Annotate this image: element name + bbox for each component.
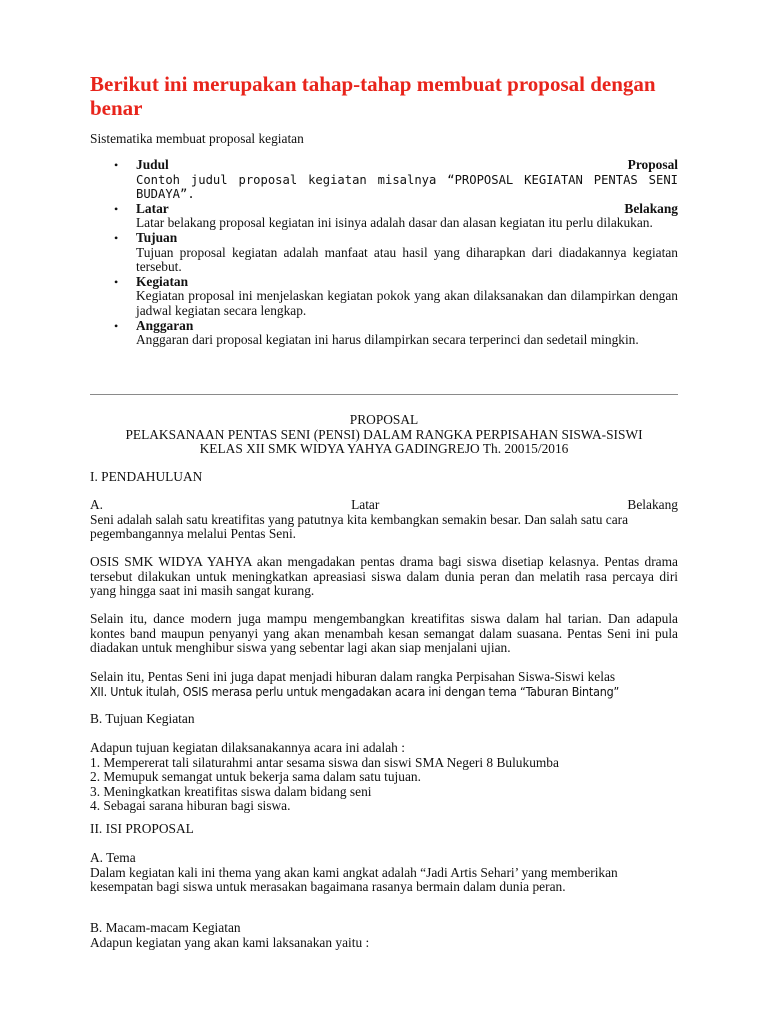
bullet-head-left: Latar — [136, 200, 169, 216]
paragraph-4-line-1: Selain itu, Pentas Seni ini juga dapat menjadi hiburan dalam rangka Perpisahan Siswa-Siswi kelas — [90, 669, 616, 684]
bullet-dot-icon: • — [114, 274, 119, 289]
subsection-latar-belakang — [90, 498, 678, 542]
goal-item: 3. Meningkatkan kreatifitas siswa dalam bidang seni — [90, 783, 372, 799]
subsection-word-1: Latar — [351, 497, 380, 512]
proposal-title-line-3: KELAS XII SMK WIDYA YAHYA GADINGREJO Th. 20015/2016 — [199, 441, 569, 457]
section-pendahuluan-heading: I. PENDAHULUAN — [90, 469, 203, 484]
bullet-dot-icon: • — [114, 158, 119, 172]
proposal-title: PROPOSAL — [349, 412, 419, 427]
bullet-head — [136, 319, 678, 334]
bullet-head-right: Proposal — [627, 157, 678, 172]
goal-item: 2. Memupuk semangat untuk bekerja sama dalam satu tujuan. — [90, 769, 421, 785]
bullet-item-judul — [90, 158, 678, 202]
bullet-body: Tujuan proposal kegiatan adalah manfaat atau hasil yang diharapkan dari diadakannya kegiatan tersebut. — [136, 244, 678, 275]
subsection-tujuan-heading: B. Tujuan Kegiatan — [90, 711, 195, 726]
subsection-macam-kegiatan — [90, 921, 678, 950]
proposal-title-block — [90, 413, 678, 457]
proposal-title-line-2: PELAKSANAAN PENTAS SENI (PENSI) DALAM RANGKA PERPISAHAN SISWA-SISWI — [125, 426, 643, 442]
bullet-head — [136, 158, 678, 173]
bullet-dot-icon: • — [114, 201, 119, 216]
subsection-heading — [90, 498, 678, 513]
document-heading: Berikut ini merupakan tahap-tahap membuat proposal dengan benar — [90, 72, 656, 120]
section-isi-proposal-heading: II. ISI PROPOSAL — [90, 821, 194, 836]
bullet-body: Latar belakang proposal kegiatan ini isinya adalah dasar dan alasan kegiatan itu perlu dilakukan. — [136, 215, 653, 231]
tema-paragraph: Dalam kegiatan kali ini thema yang akan kami angkat adalah “Jadi Artis Sehari’ yang memberikan kesempatan bagi siswa untuk merasakan bagaimana rasanya bermain dalam dunia peran. — [90, 864, 618, 895]
subsection-tema — [90, 851, 678, 895]
section-divider — [90, 394, 678, 395]
bullet-head-left: Tujuan — [136, 229, 178, 245]
bullet-head-left: Kegiatan — [136, 273, 189, 289]
paragraph-4 — [90, 670, 678, 699]
paragraph-4-line-2: XII. Untuk itulah, OSIS merasa perlu untuk mengadakan acara ini dengan tema “Taburan Bintang” — [90, 683, 620, 699]
goal-item: 1. Mempererat tali silaturahmi antar sesama siswa dan siswi SMA Negeri 8 Bulukumba — [90, 754, 559, 770]
bullet-head-left: Anggaran — [136, 317, 194, 333]
goals-block — [90, 741, 678, 814]
goals-intro: Adapun tujuan kegiatan dilaksanakannya acara ini adalah : — [90, 740, 405, 755]
macam-paragraph: Adapun kegiatan yang akan kami laksanakan yaitu : — [90, 934, 370, 950]
bullet-item-tujuan — [90, 231, 678, 275]
subsection-macam-heading: B. Macam-macam Kegiatan — [90, 920, 241, 935]
paragraph-2: OSIS SMK WIDYA YAHYA akan mengadakan pentas drama bagi siswa disetiap kelasnya. Pentas drama tersebut dilakukan untuk meningkatkan apreasiasi siswa dalam dunia peran dan melatih rasa percaya diri yang hingga saat ini masih sangat kurang. — [90, 554, 678, 599]
bullet-head — [136, 231, 678, 246]
bullet-head — [136, 202, 678, 217]
bullet-list — [90, 158, 678, 348]
bullet-item-anggaran — [90, 319, 678, 348]
paragraph-3: Selain itu, dance modern juga mampu mengembangkan kreatifitas siswa dalam hal tarian. Dan adapula kontes band maupun penyanyi yang akan menambah kesan semangat dalam suasana. Pentas Seni ini pula diadakan untuk menghibur siswa yang sebentar lagi akan siap menjalani ujian. — [90, 611, 678, 656]
bullet-body: Contoh judul proposal kegiatan misalnya “PROPOSAL KEGIATAN PENTAS SENI BUDAYA”. — [136, 172, 678, 202]
bullet-item-latar — [90, 202, 678, 231]
subsection-tema-heading: A. Tema — [90, 850, 136, 865]
subtitle: Sistematika membuat proposal kegiatan — [90, 131, 304, 146]
subsection-word-2: Belakang — [627, 497, 678, 512]
bullet-dot-icon: • — [114, 230, 119, 245]
bullet-head-left: Judul — [136, 157, 169, 172]
bullet-body: Anggaran dari proposal kegiatan ini harus dilampirkan secara terperinci dan sedetail mingkin. — [136, 332, 639, 348]
bullet-item-kegiatan — [90, 275, 678, 319]
paragraph-1: Seni adalah salah satu kreatifitas yang patutnya kita kembangkan semakin besar. Dan salah satu cara pegembangannya melalui Pentas Seni. — [90, 511, 629, 542]
subsection-letter: A. — [90, 497, 104, 512]
goal-item: 4. Sebagai sarana hiburan bagi siswa. — [90, 798, 291, 814]
bullet-dot-icon: • — [114, 318, 119, 333]
bullet-body: Kegiatan proposal ini menjelaskan kegiatan pokok yang akan dilaksanakan dan dilampirkan dengan jadwal kegiatan secara lengkap. — [136, 288, 678, 318]
bullet-head-right: Belakang — [624, 200, 678, 216]
bullet-head — [136, 275, 678, 290]
